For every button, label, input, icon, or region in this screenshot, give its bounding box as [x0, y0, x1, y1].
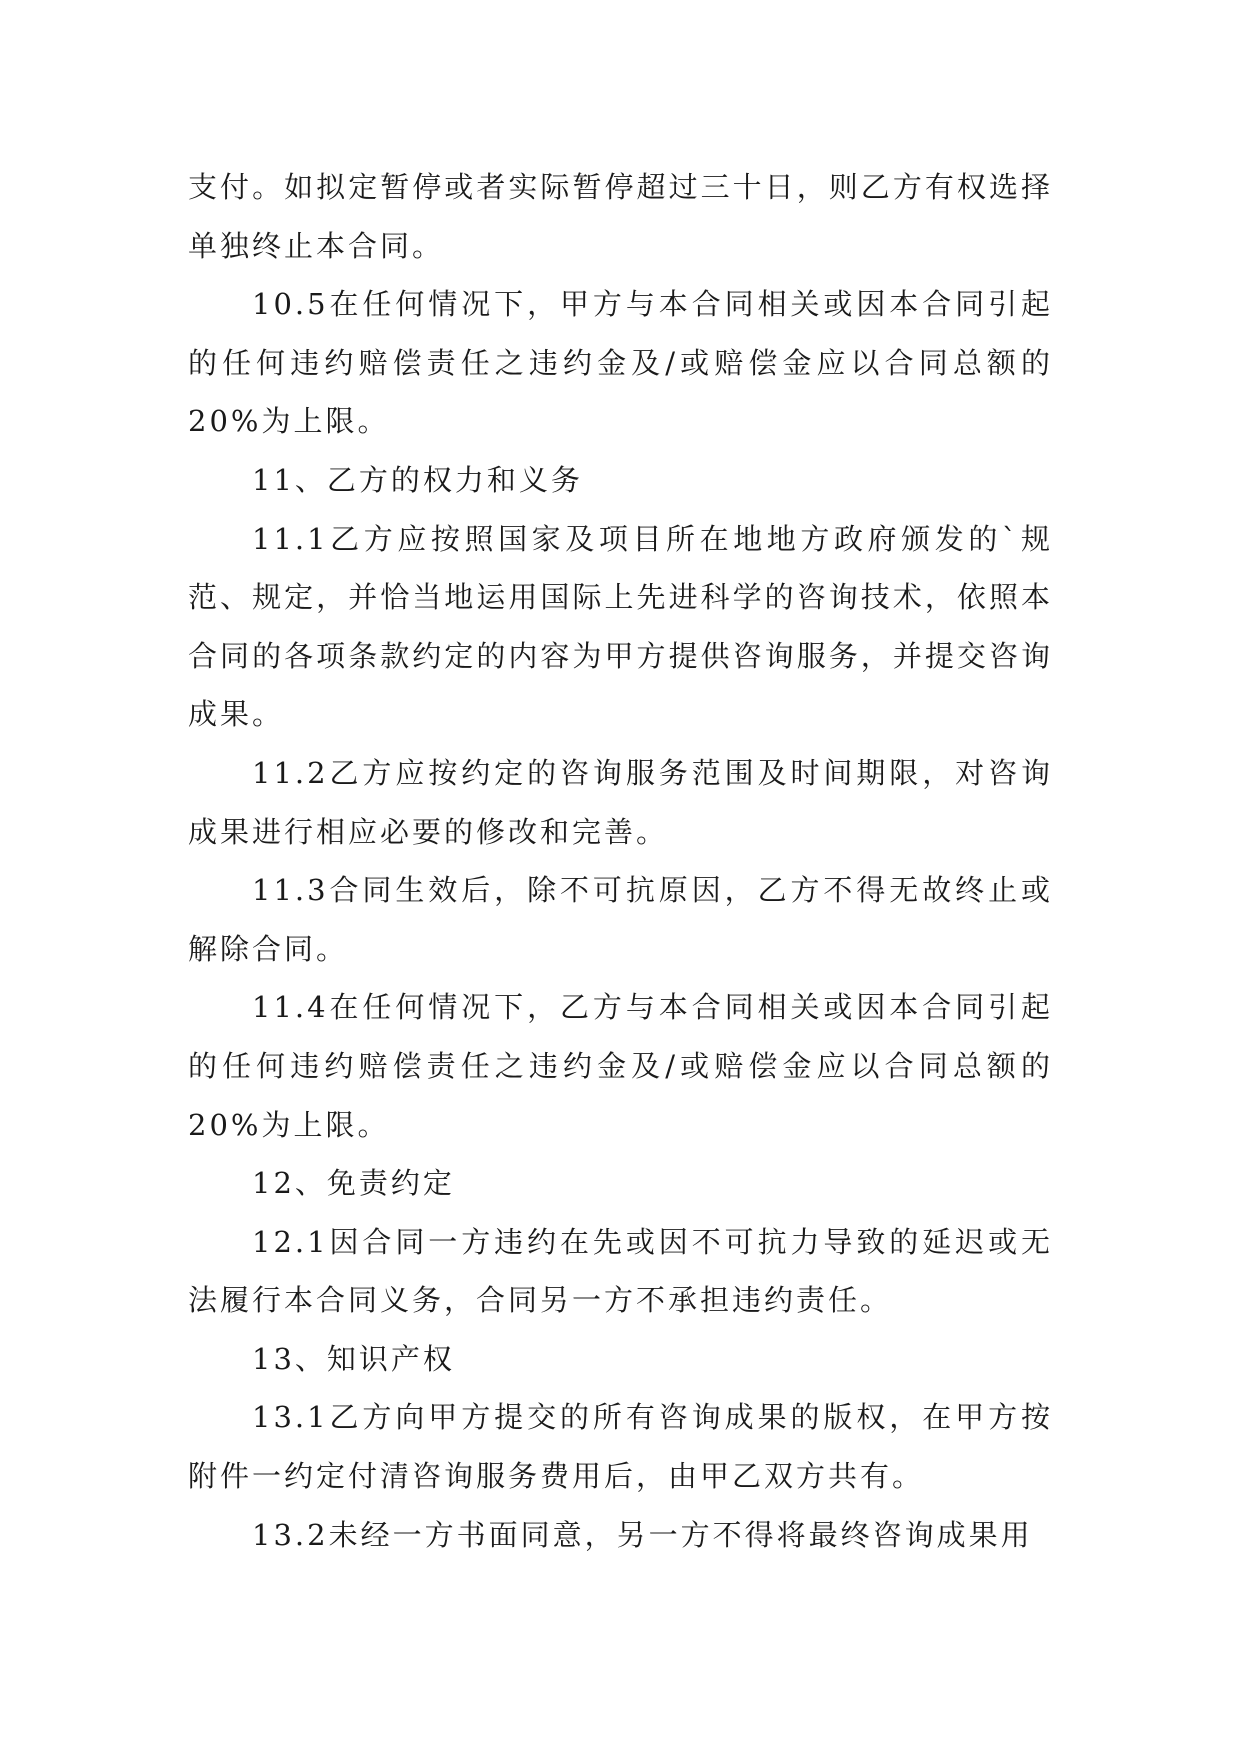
section-heading-12: 12、免责约定 — [252, 1166, 455, 1201]
section-heading-11: 11、乙方的权力和义务 — [252, 462, 583, 497]
clause-11-4: 11.4在任何情况下，乙方与本合同相关或因本合同引起的任何违约赔偿责任之违约金及/或赔偿金应以合同总额的20%为上限。 — [188, 990, 1053, 1142]
clause-10-5: 10.5在任何情况下，甲方与本合同相关或因本合同引起的任何违约赔偿责任之违约金及/或赔偿金应以合同总额的20%为上限。 — [188, 287, 1053, 439]
document-page — [188, 158, 1053, 1564]
clause-11-1: 11.1乙方应按照国家及项目所在地地方政府颁发的`规范、规定，并恰当地运用国际上先进科学的咨询技术，依照本合同的各项条款约定的内容为甲方提供咨询服务，并提交咨询成果。 — [188, 521, 1053, 732]
paragraph-continuation: 支付。如拟定暂停或者实际暂停超过三十日，则乙方有权选择单独终止本合同。 — [188, 170, 1053, 263]
clause-12-1: 12.1因合同一方违约在先或因不可抗力导致的延迟或无法履行本合同义务，合同另一方不承担违约责任。 — [188, 1224, 1053, 1318]
section-heading-13: 13、知识产权 — [252, 1341, 455, 1376]
clause-13-2: 13.2未经一方书面同意，另一方不得将最终咨询成果用 — [252, 1517, 1033, 1552]
clause-11-3: 11.3合同生效后，除不可抗原因，乙方不得无故终止或解除合同。 — [188, 873, 1053, 966]
clause-13-1: 13.1乙方向甲方提交的所有咨询成果的版权，在甲方按附件一约定付清咨询服务费用后，由甲乙双方共有。 — [188, 1400, 1053, 1494]
clause-11-2: 11.2乙方应按约定的咨询服务范围及时间期限，对咨询成果进行相应必要的修改和完善。 — [188, 755, 1053, 849]
